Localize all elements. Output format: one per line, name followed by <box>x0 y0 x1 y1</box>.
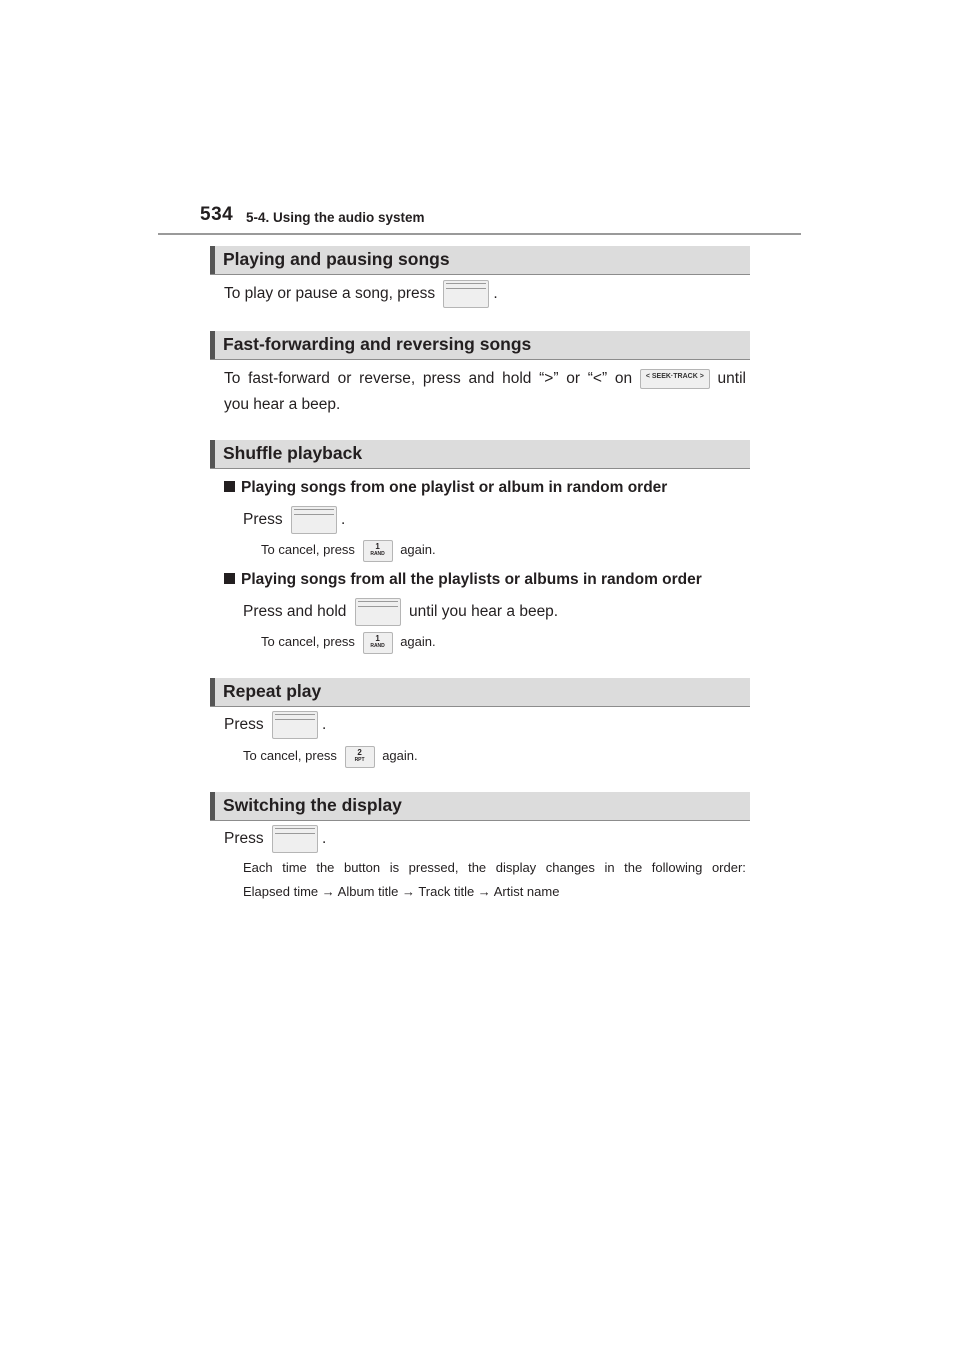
display-instruction: Press . <box>224 825 326 853</box>
rand-button-icon: 1 RAND <box>363 632 393 654</box>
display-note-line2: Elapsed time → Album title → Track title → Artist name <box>243 884 560 899</box>
section-header-repeat <box>210 678 750 707</box>
play-pause-instruction: To play or pause a song, press . <box>224 280 498 308</box>
section-header-play-pause <box>210 246 750 275</box>
section-title: Shuffle playback <box>223 443 363 463</box>
repeat-button-icon <box>272 711 318 739</box>
play-pause-button-icon <box>443 280 489 308</box>
chapter-title: 5-4. Using the audio system <box>246 210 425 225</box>
section-title: Repeat play <box>223 681 322 701</box>
shuffle-button-icon <box>355 598 401 626</box>
fast-forward-instruction-line1: To fast-forward or reverse, press and hold “>” or “<” on < SEEK·TRACK > until <box>224 370 746 387</box>
rand-button-icon: 1 RAND <box>363 540 393 562</box>
seek-track-button-icon: < SEEK·TRACK > <box>640 369 710 389</box>
section-header-shuffle <box>210 440 750 469</box>
section-title: Switching the display <box>223 795 402 815</box>
shuffle-all-instruction: Press and hold until you hear a beep. <box>243 598 558 626</box>
shuffle-subheading-one: Playing songs from one playlist or album in random order <box>224 479 667 497</box>
section-title: Playing and pausing songs <box>223 249 450 269</box>
repeat-instruction: Press . <box>224 711 326 739</box>
section-header-fast-forward <box>210 331 750 360</box>
shuffle-all-cancel-note: To cancel, press 1 RAND again. <box>261 631 436 654</box>
page-number: 534 <box>200 204 234 225</box>
section-header-display <box>210 792 750 821</box>
square-bullet-icon <box>224 481 235 492</box>
shuffle-one-instruction: Press . <box>243 506 345 534</box>
repeat-cancel-note: To cancel, press 2 RPT again. <box>243 745 418 768</box>
shuffle-button-icon <box>291 506 337 534</box>
display-note-line1: Each time the button is pressed, the display changes in the following order: <box>243 860 746 875</box>
shuffle-one-cancel-note: To cancel, press 1 RAND again. <box>261 539 436 562</box>
display-button-icon <box>272 825 318 853</box>
fast-forward-instruction-line2: you hear a beep. <box>224 396 341 413</box>
header-divider <box>158 233 801 235</box>
shuffle-subheading-all: Playing songs from all the playlists or albums in random order <box>224 571 702 589</box>
square-bullet-icon <box>224 573 235 584</box>
section-title: Fast-forwarding and reversing songs <box>223 334 532 354</box>
rpt-button-icon: 2 RPT <box>345 746 375 768</box>
